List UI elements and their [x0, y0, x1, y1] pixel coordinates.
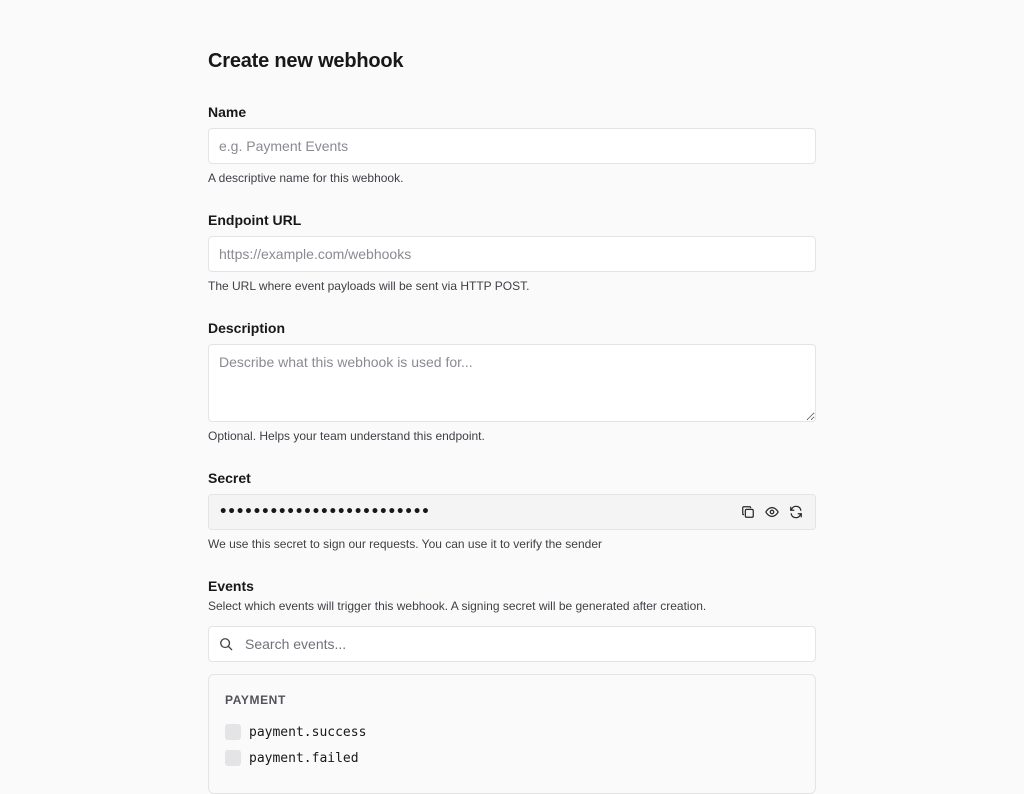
endpoint-url-input[interactable]	[219, 246, 805, 262]
description-textarea[interactable]	[208, 344, 816, 422]
name-label: Name	[208, 104, 247, 120]
copy-icon[interactable]	[739, 503, 757, 521]
name-field-wrapper	[208, 128, 816, 164]
secret-field	[208, 494, 816, 530]
event-name: payment.success	[249, 724, 367, 740]
secret-label: Secret	[208, 470, 251, 486]
events-list	[208, 674, 816, 794]
page-title: Create new webhook	[208, 50, 404, 72]
endpoint-url-help-text: The URL where event payloads will be sent via HTTP POST.	[208, 279, 530, 293]
event-item-payment-success[interactable]	[225, 719, 799, 745]
events-label: Events	[208, 578, 254, 594]
name-input[interactable]	[219, 138, 805, 154]
endpoint-url-label: Endpoint URL	[208, 212, 302, 228]
event-item-payment-failed[interactable]	[225, 745, 799, 771]
description-help-text: Optional. Helps your team understand this endpoint.	[208, 429, 485, 443]
endpoint-url-field-wrapper	[208, 236, 816, 272]
event-group-title: PAYMENT	[225, 693, 286, 707]
description-label: Description	[208, 320, 286, 336]
eye-icon[interactable]	[763, 503, 781, 521]
search-icon	[219, 637, 233, 651]
secret-help-text: We use this secret to sign our requests. You can use it to verify the sender	[208, 537, 602, 551]
secret-masked-value: •••••••••••••••••••••••••	[219, 504, 430, 520]
events-search-input[interactable]	[245, 636, 805, 652]
name-help-text: A descriptive name for this webhook.	[208, 171, 404, 185]
refresh-icon[interactable]	[787, 503, 805, 521]
secret-actions	[739, 503, 805, 521]
event-checkbox[interactable]	[225, 724, 241, 740]
events-search	[208, 626, 816, 662]
event-name: payment.failed	[249, 750, 359, 766]
events-description: Select which events will trigger this webhook. A signing secret will be generated after creation.	[208, 599, 707, 613]
event-checkbox[interactable]	[225, 750, 241, 766]
